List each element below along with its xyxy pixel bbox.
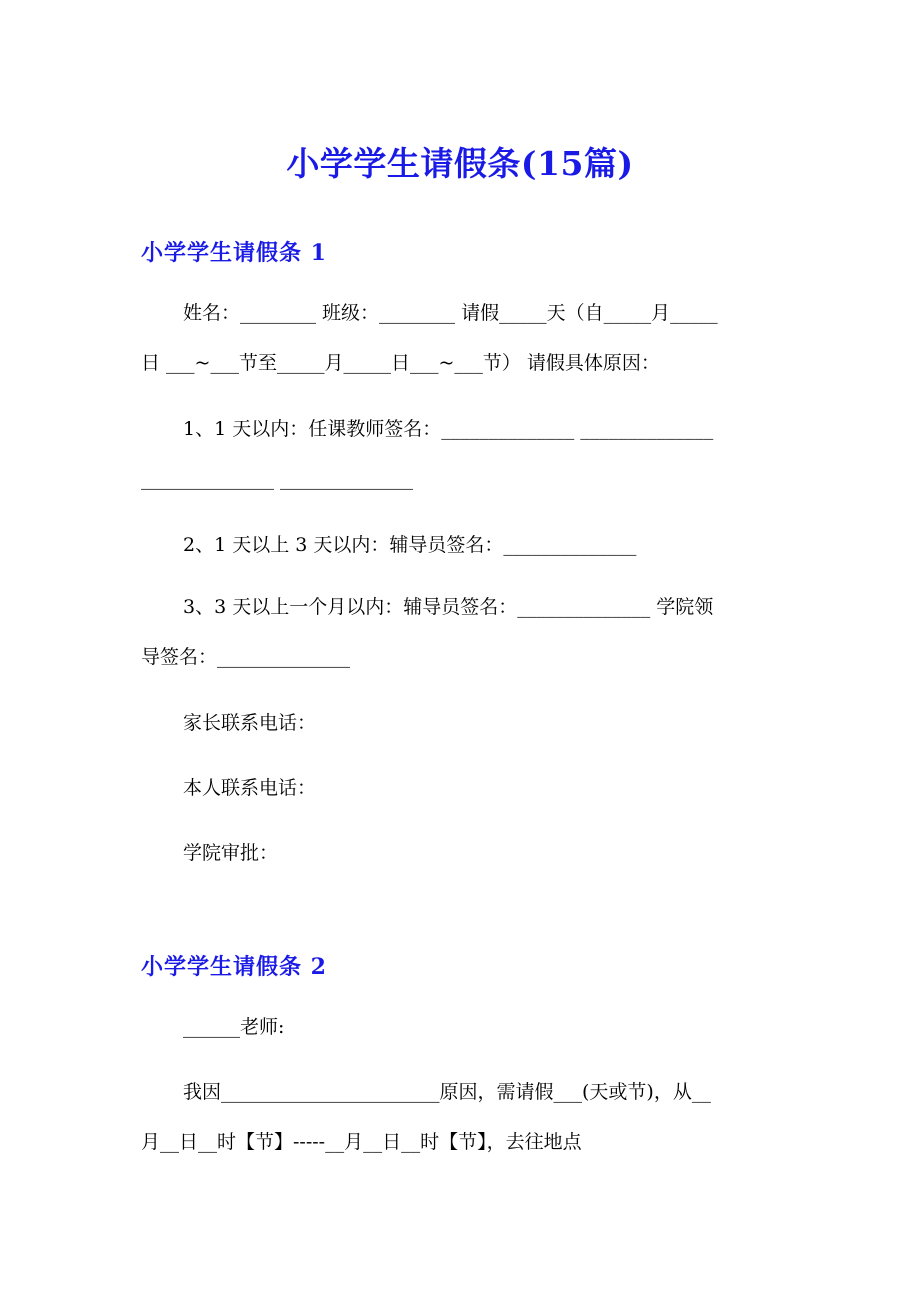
section-1-line-rule-2: 2、1 天以上 3 天以内：辅导员签名：______________ <box>183 534 637 556</box>
section-1-heading: 小学学生请假条 1 <box>141 240 327 266</box>
section-1-line-parent-phone: 家长联系电话： <box>183 712 317 734</box>
section-2-line-reason: 我因_______________________原因，需请假___(天或节)，从__ <box>183 1081 711 1103</box>
section-1-line-own-phone: 本人联系电话： <box>183 777 317 799</box>
section-2-heading: 小学学生请假条 2 <box>141 954 327 980</box>
document-title: 小学学生请假条(15篇) <box>286 144 634 183</box>
section-1-line-approval: 学院审批： <box>183 842 279 864</box>
section-1-line-rule-3-cont: 导签名：______________ <box>141 646 351 668</box>
section-1-line-rule-1: 1、1 天以内：任课教师签名：______________ ______________ <box>183 418 714 440</box>
section-2-line-period: 月__日__时【节】-----__月__日__时【节】，去往地点 <box>141 1131 582 1153</box>
section-1-line-rule-1-cont: ______________ ______________ <box>141 468 414 490</box>
section-1-line-rule-3: 3、3 天以上一个月以内：辅导员签名：______________ 学院领 <box>183 596 714 618</box>
section-1-line-period: 日 ___~___节至_____月_____日___~___节） 请假具体原因： <box>141 352 660 374</box>
section-2-line-teacher: ______老师: <box>183 1016 285 1038</box>
section-1-line-name-class: 姓名：________ 班级：________ 请假_____天（自_____月_____ <box>183 302 718 324</box>
